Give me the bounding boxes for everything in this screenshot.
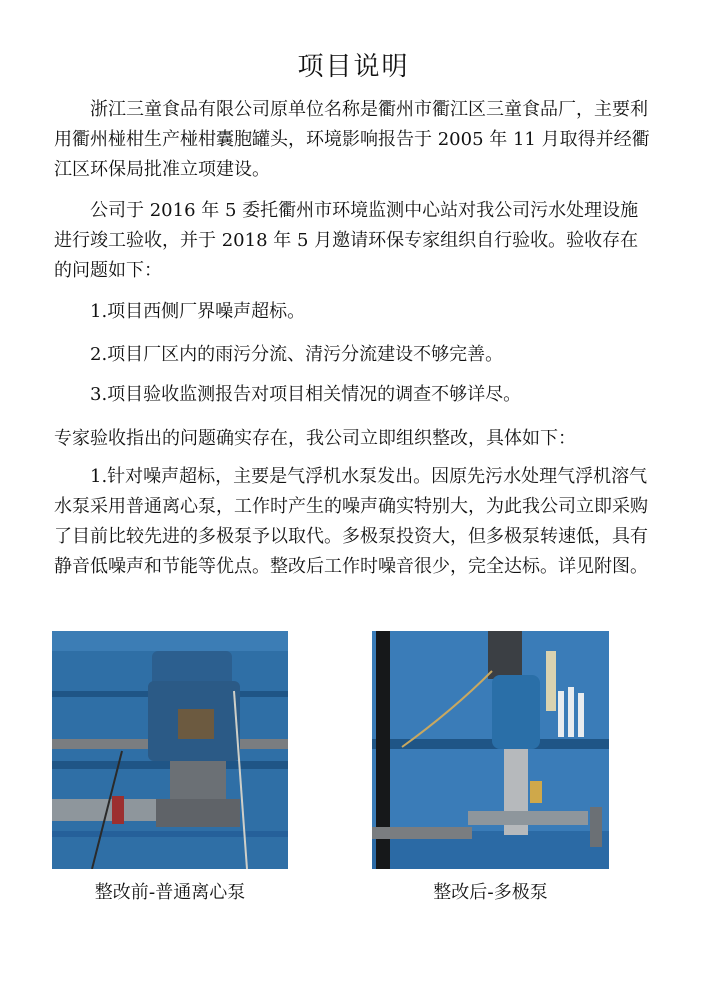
paragraph-acceptance: 公司于 2016 年 5 委托衢州市环境监测中心站对我公司污水处理设施进行竣工验收，并于 2018 年 5 月邀请环保专家组织自行验收。验收存在的问题如下： — [54, 200, 639, 281]
caption-before: 整改前-普通离心泵 — [94, 882, 246, 903]
text-block-2 — [54, 196, 654, 286]
rectification-item-1: 1.针对噪声超标，主要是气浮机水泵发出。因原先污水处理气浮机溶气水泵采用普通离心泵，工作时产生的噪声确实特别大，为此我公司立即采购了目前比较先进的多极泵予以取代。多极泵投资大，但多极泵转速低，具有静音低噪声和节能等优点。整改后工作时噪音很少，完全达标。详见附图。 — [54, 466, 648, 577]
photo-before-centrifugal-pump — [52, 631, 288, 869]
text-block-3 — [54, 297, 654, 327]
text-block-4 — [54, 340, 654, 370]
text-block-6 — [54, 424, 654, 454]
paragraph-rectification-intro: 专家验收指出的问题确实存在，我公司立即组织整改，具体如下： — [54, 428, 576, 449]
caption-after: 整改后-多极泵 — [433, 882, 548, 903]
issue-item-3: 3.项目验收监测报告对项目相关情况的调查不够详尽。 — [90, 384, 522, 405]
issue-item-2: 2.项目厂区内的雨污分流、清污分流建设不够完善。 — [90, 344, 504, 365]
text-block-5 — [54, 380, 654, 410]
document-title: 项目说明 — [297, 52, 410, 82]
text-block-7 — [54, 462, 654, 582]
paragraph-company-intro: 浙江三童食品有限公司原单位名称是衢州市衢江区三童食品厂，主要利用衢州椪柑生产椪柑囊胞罐头，环境影响报告于 2005 年 11 月取得并经衢江区环保局批准立项建设。 — [54, 99, 650, 180]
issue-item-1: 1.项目西侧厂界噪声超标。 — [90, 301, 306, 322]
text-block-1 — [54, 95, 654, 185]
photo-after-multistage-pump — [372, 631, 609, 869]
